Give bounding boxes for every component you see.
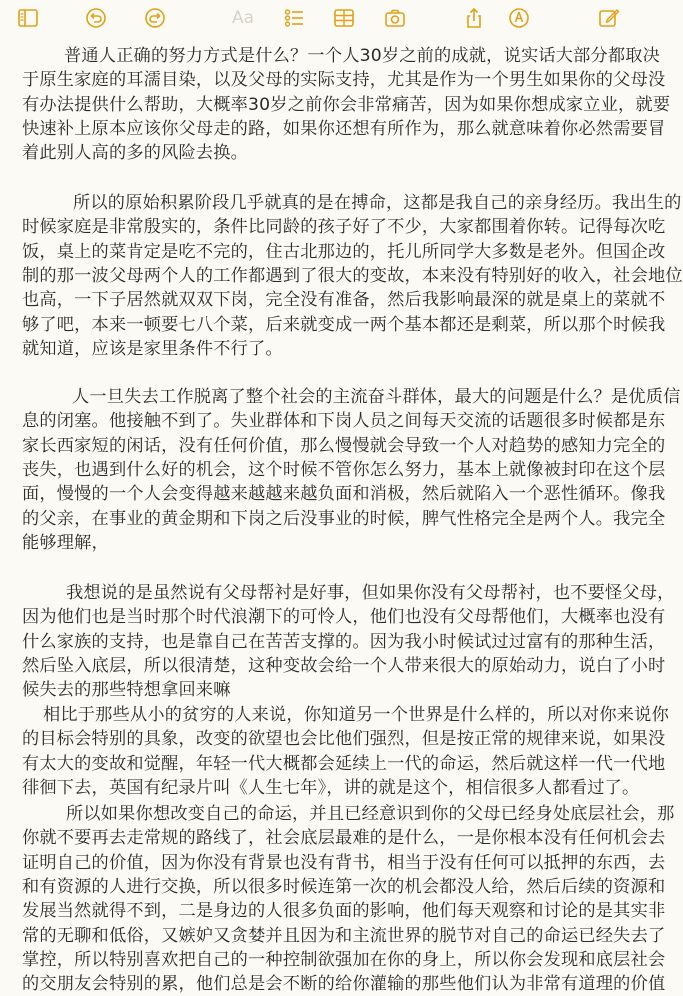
table-icon[interactable] [332,6,356,30]
text-line: 掌控，所以特别喜欢把自己的一种控制欲强加在你的身上，所以你会发现和底层社会 [22,949,666,970]
text-line: 够了吧，本来一顿要七八个菜，后来就变成一两个基本都还是剩菜，所以那个时候我 [22,314,666,335]
text-line: 人一旦失去工作脱离了整个社会的主流奋斗群体，最大的问题是什么？是优质信 [72,387,681,407]
text-line: 所以的原始积累阶段几乎就真的是在搏命，这都是我自己的亲身经历。我出生的 [73,193,682,213]
undo-icon[interactable] [84,6,108,30]
text-line: 然后坠入底层，所以很清楚，这种变故会给一个人带来很大的原始动力，说白了小时 [22,655,666,676]
format-text-button[interactable]: Aa [232,8,255,28]
text-line: 有办法提供什么帮助，大概率30岁之前你会非常痛苦，因为如果你想成家立业，就要 [22,94,671,115]
text-line: 你就不要再去走常规的路线了，社会底层最难的是什么，一是你根本没有任何机会去 [22,828,666,849]
redo-icon[interactable] [143,6,167,30]
text-line: 也高，一下子居然就双双下岗，完全没有准备，然后我影响最深的就是桌上的菜就不 [22,290,666,311]
text-line: 相比于那些从小的贫穷的人来说，你知道另一个世界是什么样的，所以对你来说你 [43,705,669,725]
text-line: 我想说的是虽然说有父母帮衬是好事，但如果你没有父母帮衬，也不要怪父母， [66,583,675,603]
text-line: 着此别人高的多的风险去换。 [22,143,249,164]
text-line: 和有资源的人进行交换，所以很多时候连第一次的机会都没人给，然后后续的资源和 [22,876,666,897]
text-line: 就知道，应该是家里条件不行了。 [22,338,283,359]
toolbar [0,0,640,36]
text-line: 的交朋友会特别的累，他们总是会不断的给你灌输的那些他们认为非常有道理的价值 [22,974,666,995]
text-line: 饭，桌上的菜肯定是吃不完的，住古北那边的，托儿所同学大多数是老外。但国企改 [22,241,666,262]
text-line: 时候家庭是非常殷实的，条件比同龄的孩子好了不少，大家都围着你转。记得每次吃 [22,217,666,238]
text-line: 面，慢慢的一个人会变得越来越越来越负面和消极，然后就陷入一个恶性循环。像我 [22,484,666,505]
sidebar-icon[interactable] [16,6,40,30]
text-line: 能够理解， [22,532,109,553]
text-line: 的目标会特别的具象，改变的欲望也会比他们强烈，但是按正常的规律来说，如果没 [22,729,666,750]
text-line: 于原生家庭的耳濡目染，以及父母的实际支持，尤其是作为一个男生如果你的父母没 [22,70,666,91]
text-line: 所以如果你想改变自己的命运，并且已经意识到你的父母已经身处底层社会，那 [66,804,675,824]
share-icon[interactable] [462,6,486,30]
text-line: 候失去的那些特想拿回来嘛 [22,680,231,701]
text-line: 常的无聊和低俗，又嫉妒又贪婪并且因为和主流世界的脱节对自己的命运已经失去了 [22,925,666,946]
text-line: 制的那一波父母两个人的工作都遇到了很大的变故，本来没有特别好的收入，社会地位 [22,265,683,286]
text-line: 快速补上原本应该你父母走的路，如果你还想有所作为，那么就意味着你必然需要冒 [22,118,666,139]
camera-icon[interactable] [383,6,407,30]
text-line: 因为他们也是当时那个时代浪潮下的可怜人，他们也没有父母帮他们，大概率也没有 [22,607,666,628]
edit-icon[interactable] [597,6,621,30]
markup-icon[interactable] [507,6,531,30]
text-line: 的父亲，在事业的黄金期和下岗之后没事业的时候，脾气性格完全是两个人。我完全 [22,508,666,529]
text-line: 息的闭塞。他接触不到了。失业群体和下岗人员之间每天交流的话题很多时候都是东 [22,411,666,432]
text-line: 有太大的变故和觉醒，年轻一代大概都会延续上一代的命运，然后就这样一代一代地 [22,753,666,774]
text-line: 什么家族的支持，也是靠自己在苦苦支撑的。因为我小时候试过过富有的那种生活， [22,631,666,652]
text-line: 普通人正确的努力方式是什么？一个人30岁之前的成就，说实话大部分都取决 [64,46,661,66]
text-line: 证明自己的价值，因为你没有背景也没有背书，相当于没有任何可以抵押的东西，去 [22,852,666,873]
text-line: 家长西家短的闲话，没有任何价值，那么慢慢就会导致一个人对趋势的感知力完全的 [22,435,666,456]
note-body[interactable] [0,36,683,995]
text-line: 丧失，也遇到什么好的机会，这个时候不管你怎么努力，基本上就像被封印在这个层 [22,459,666,480]
text-line: 发展当然就得不到，二是身边的人很多负面的影响，他们每天观察和讨论的是其实非 [22,901,666,922]
text-line: 徘徊下去，英国有纪录片叫《人生七年》，讲的就是这个，相信很多人都看过了。 [22,777,640,798]
checklist-icon[interactable] [282,6,306,30]
